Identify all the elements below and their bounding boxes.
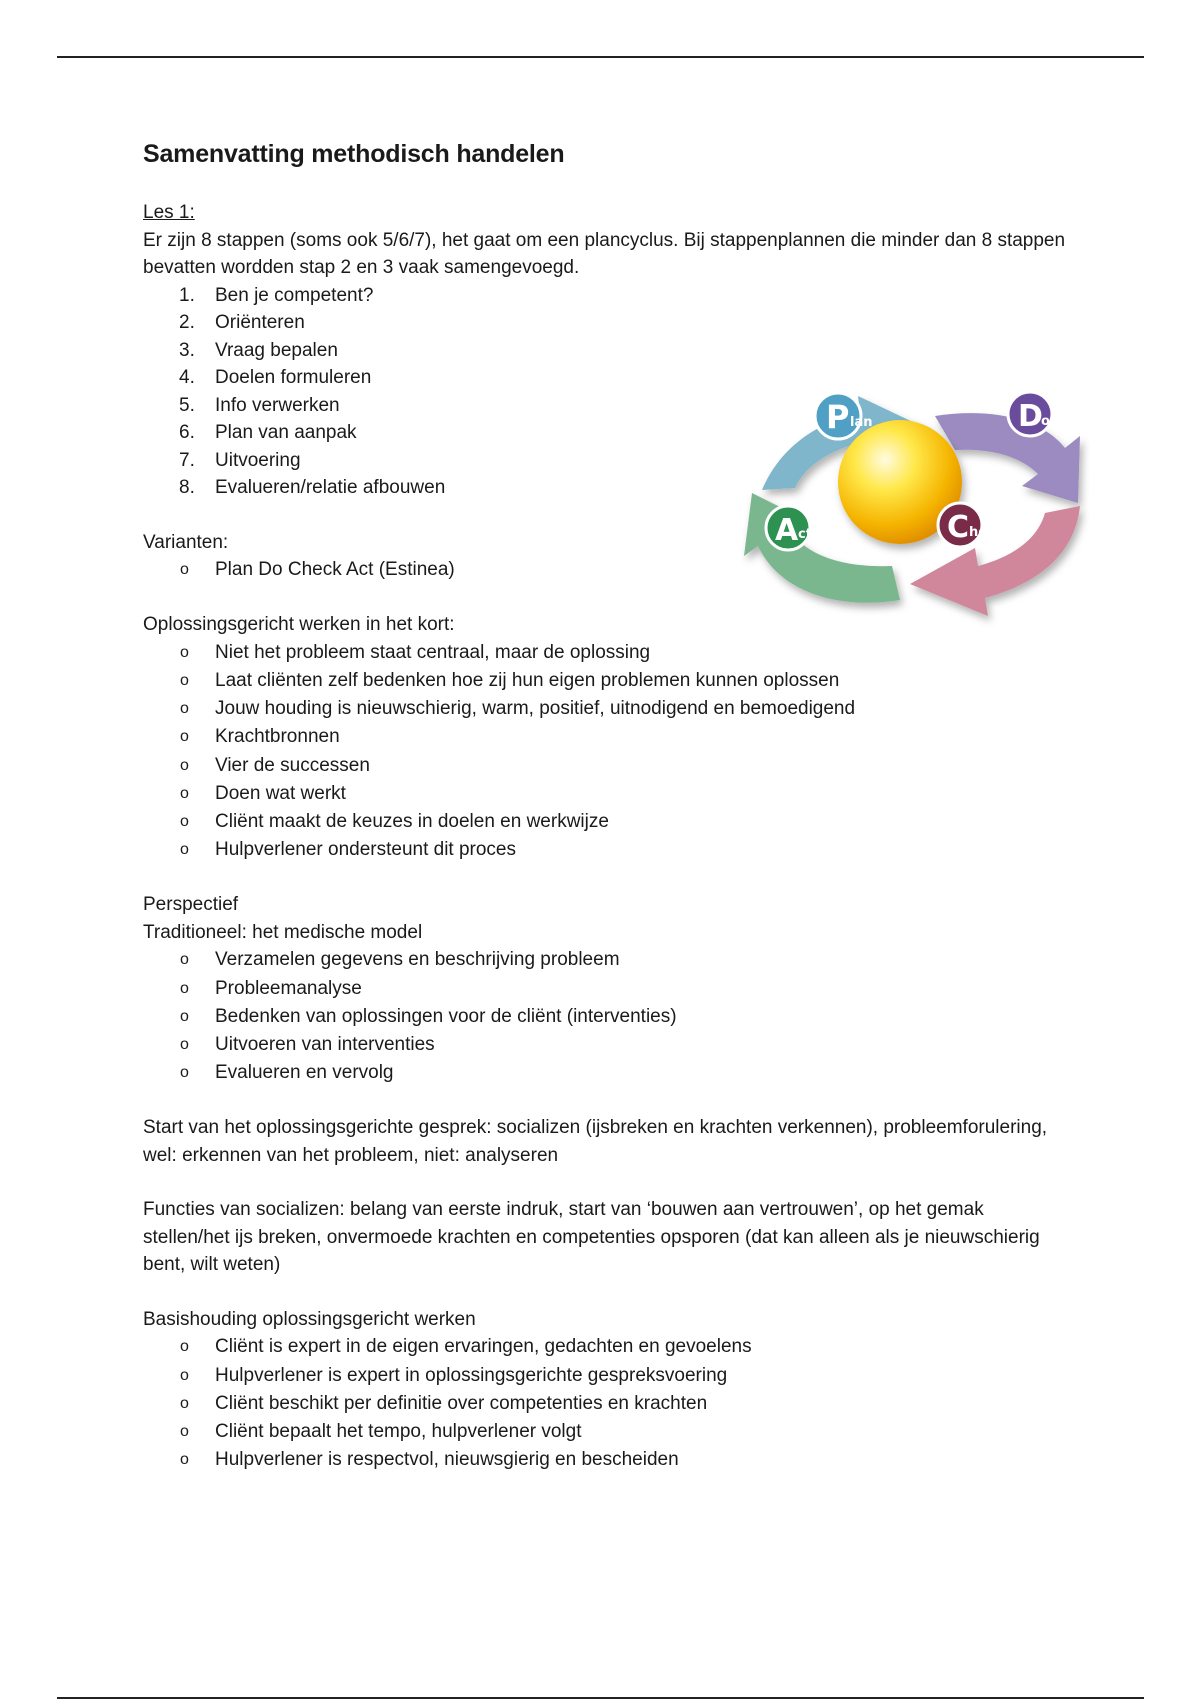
- bullet-marker: o: [180, 728, 189, 746]
- act-label: [766, 506, 812, 550]
- page-title: Samenvatting methodisch handelen: [143, 140, 565, 168]
- step-text: Doelen formuleren: [215, 367, 372, 388]
- do-big-letter: D: [1018, 399, 1043, 434]
- bottom-rule: [57, 1697, 1144, 1699]
- traditioneel-list: [143, 946, 1073, 1087]
- bullet-marker: o: [180, 1422, 189, 1440]
- ogw-item-text: Hulpverlener ondersteunt dit proces: [215, 839, 517, 861]
- ogw-item: [143, 639, 1073, 667]
- step-item: [143, 282, 1073, 310]
- ogw-heading: Oplossingsgericht werken in het kort:: [143, 614, 455, 636]
- step-text: Uitvoering: [215, 449, 301, 471]
- step-number: 4.: [179, 367, 195, 388]
- bullet-marker: o: [180, 1064, 189, 1082]
- bullet-marker: o: [180, 1451, 189, 1469]
- bullet-marker: o: [180, 1394, 189, 1412]
- basis-item-text: Cliënt bepaalt het tempo, hulpverlener volgt: [215, 1420, 582, 1442]
- bullet-marker: o: [180, 1007, 189, 1025]
- bullet-marker: o: [180, 561, 189, 578]
- ogw-item: [143, 808, 1073, 836]
- ogw-item: [143, 836, 1073, 864]
- functies-paragraph: Functies van socializen: belang van eerste indruk, start van ‘bouwen aan vertrouwen’, op het gemak stellen/het ijs breken, onvermoede krachten en competenties opsporen (dat kan alleen als je nieuwschierig bent, wilt weten): [143, 1199, 1040, 1276]
- basis-item-text: Cliënt beschikt per definitie over competenties en krachten: [215, 1392, 708, 1414]
- ogw-list: [143, 639, 1073, 865]
- bullet-marker: o: [180, 812, 189, 830]
- ogw-item-text: Vier de successen: [215, 754, 370, 776]
- bullet-marker: o: [180, 1338, 189, 1356]
- traditioneel-item: [143, 1031, 1073, 1059]
- step-number: 5.: [179, 394, 195, 416]
- bullet-marker: o: [180, 1366, 189, 1384]
- bullet-marker: o: [180, 700, 189, 718]
- basis-heading: Basishouding oplossingsgericht werken: [143, 1308, 476, 1330]
- step-text: Plan van aanpak: [215, 422, 357, 443]
- step-number: 1.: [179, 284, 195, 306]
- step-text: Ben je competent?: [215, 284, 374, 306]
- basis-item-text: Hulpverlener is respectvol, nieuwsgierig en bescheiden: [215, 1449, 679, 1471]
- top-rule: [57, 56, 1144, 58]
- les-heading: Les 1:: [143, 202, 195, 223]
- traditioneel-item: [143, 1003, 1073, 1031]
- basis-item-text: Hulpverlener is expert in oplossingsgerichte gespreksvoering: [215, 1364, 728, 1386]
- ogw-item-text: Laat cliënten zelf bedenken hoe zij hun eigen problemen kunnen oplossen: [215, 669, 840, 691]
- perspectief-heading: Perspectief: [143, 894, 239, 916]
- step-item: [143, 337, 1073, 365]
- ogw-item: [143, 695, 1073, 723]
- basis-list: [143, 1333, 1073, 1474]
- bullet-marker: o: [180, 643, 189, 661]
- traditioneel-item-text: Evalueren en vervolg: [215, 1062, 394, 1084]
- traditioneel-item-text: Probleemanalyse: [215, 977, 362, 999]
- pdca-cycle-diagram: [740, 378, 1090, 630]
- act-big-letter: A: [775, 513, 799, 548]
- step-text: Info verwerken: [215, 394, 340, 416]
- basis-item: [143, 1390, 1073, 1418]
- basis-item: [143, 1418, 1073, 1446]
- traditioneel-item-text: Uitvoeren van interventies: [215, 1033, 435, 1055]
- step-number: 8.: [179, 477, 195, 498]
- bullet-marker: o: [180, 1035, 189, 1053]
- step-number: 6.: [179, 422, 195, 443]
- step-text: Evalueren/relatie afbouwen: [215, 477, 446, 498]
- ogw-item-text: Niet het probleem staat centraal, maar de oplossing: [215, 641, 651, 663]
- ogw-item-text: Jouw houding is nieuwschierig, warm, positief, uitnodigend en bemoedigend: [215, 698, 856, 720]
- check-label: [938, 503, 1004, 547]
- ogw-item-text: Cliënt maakt de keuzes in doelen en werkwijze: [215, 810, 609, 832]
- bullet-marker: o: [180, 841, 189, 859]
- basis-item: [143, 1362, 1073, 1390]
- bullet-marker: o: [180, 671, 189, 689]
- plan-big-letter: P: [826, 398, 850, 436]
- intro-paragraph: Er zijn 8 stappen (soms ook 5/6/7), het gaat om een plancyclus. Bij stappenplannen die minder dan 8 stappen bevatten wordden stap 2 en 3 vaak samengevoegd.: [143, 229, 1066, 278]
- ogw-item: [143, 667, 1073, 695]
- check-small-letters: heck: [969, 525, 1004, 540]
- traditioneel-item: [143, 1059, 1073, 1087]
- basis-item: [143, 1333, 1073, 1361]
- bullet-marker: o: [180, 756, 189, 774]
- step-item: [143, 309, 1073, 337]
- traditioneel-item-text: Verzamelen gegevens en beschrijving probleem: [215, 949, 620, 971]
- ogw-item: [143, 752, 1073, 780]
- do-small-letters: o: [1041, 414, 1050, 429]
- traditioneel-item: [143, 975, 1073, 1003]
- ogw-item-text: Doen wat werkt: [215, 782, 346, 804]
- basis-item: [143, 1446, 1073, 1474]
- variant-item-text: Plan Do Check Act (Estinea): [215, 559, 455, 580]
- varianten-heading: Varianten:: [143, 531, 229, 553]
- bullet-marker: o: [180, 951, 189, 969]
- traditioneel-item-text: Bedenken van oplossingen voor de cliënt (interventies): [215, 1005, 677, 1027]
- start-paragraph: Start van het oplossingsgerichte gesprek: socializen (ijsbreken en krachten verkennen), probleemforulering, wel: erkennen van het probleem, niet: analyseren: [143, 1117, 1048, 1166]
- bullet-marker: o: [180, 979, 189, 997]
- basis-item-text: Cliënt is expert in de eigen ervaringen, gedachten en gevoelens: [215, 1336, 752, 1358]
- step-number: 7.: [179, 449, 195, 471]
- step-number: 3.: [179, 339, 195, 361]
- ogw-item: [143, 723, 1073, 751]
- step-number: 2.: [179, 312, 195, 333]
- plan-small-letters: lan: [850, 415, 873, 430]
- bullet-marker: o: [180, 784, 189, 802]
- step-text: Vraag bepalen: [215, 339, 338, 361]
- do-label: [1008, 392, 1052, 436]
- ogw-item: [143, 780, 1073, 808]
- traditioneel-heading: Traditioneel: het medische model: [143, 921, 423, 943]
- act-small-letters: ct: [798, 527, 812, 542]
- document-body: [143, 140, 1073, 1474]
- step-text: Oriënteren: [215, 312, 305, 333]
- traditioneel-item: [143, 946, 1073, 974]
- ogw-item-text: Krachtbronnen: [215, 726, 340, 748]
- check-big-letter: C: [947, 510, 970, 545]
